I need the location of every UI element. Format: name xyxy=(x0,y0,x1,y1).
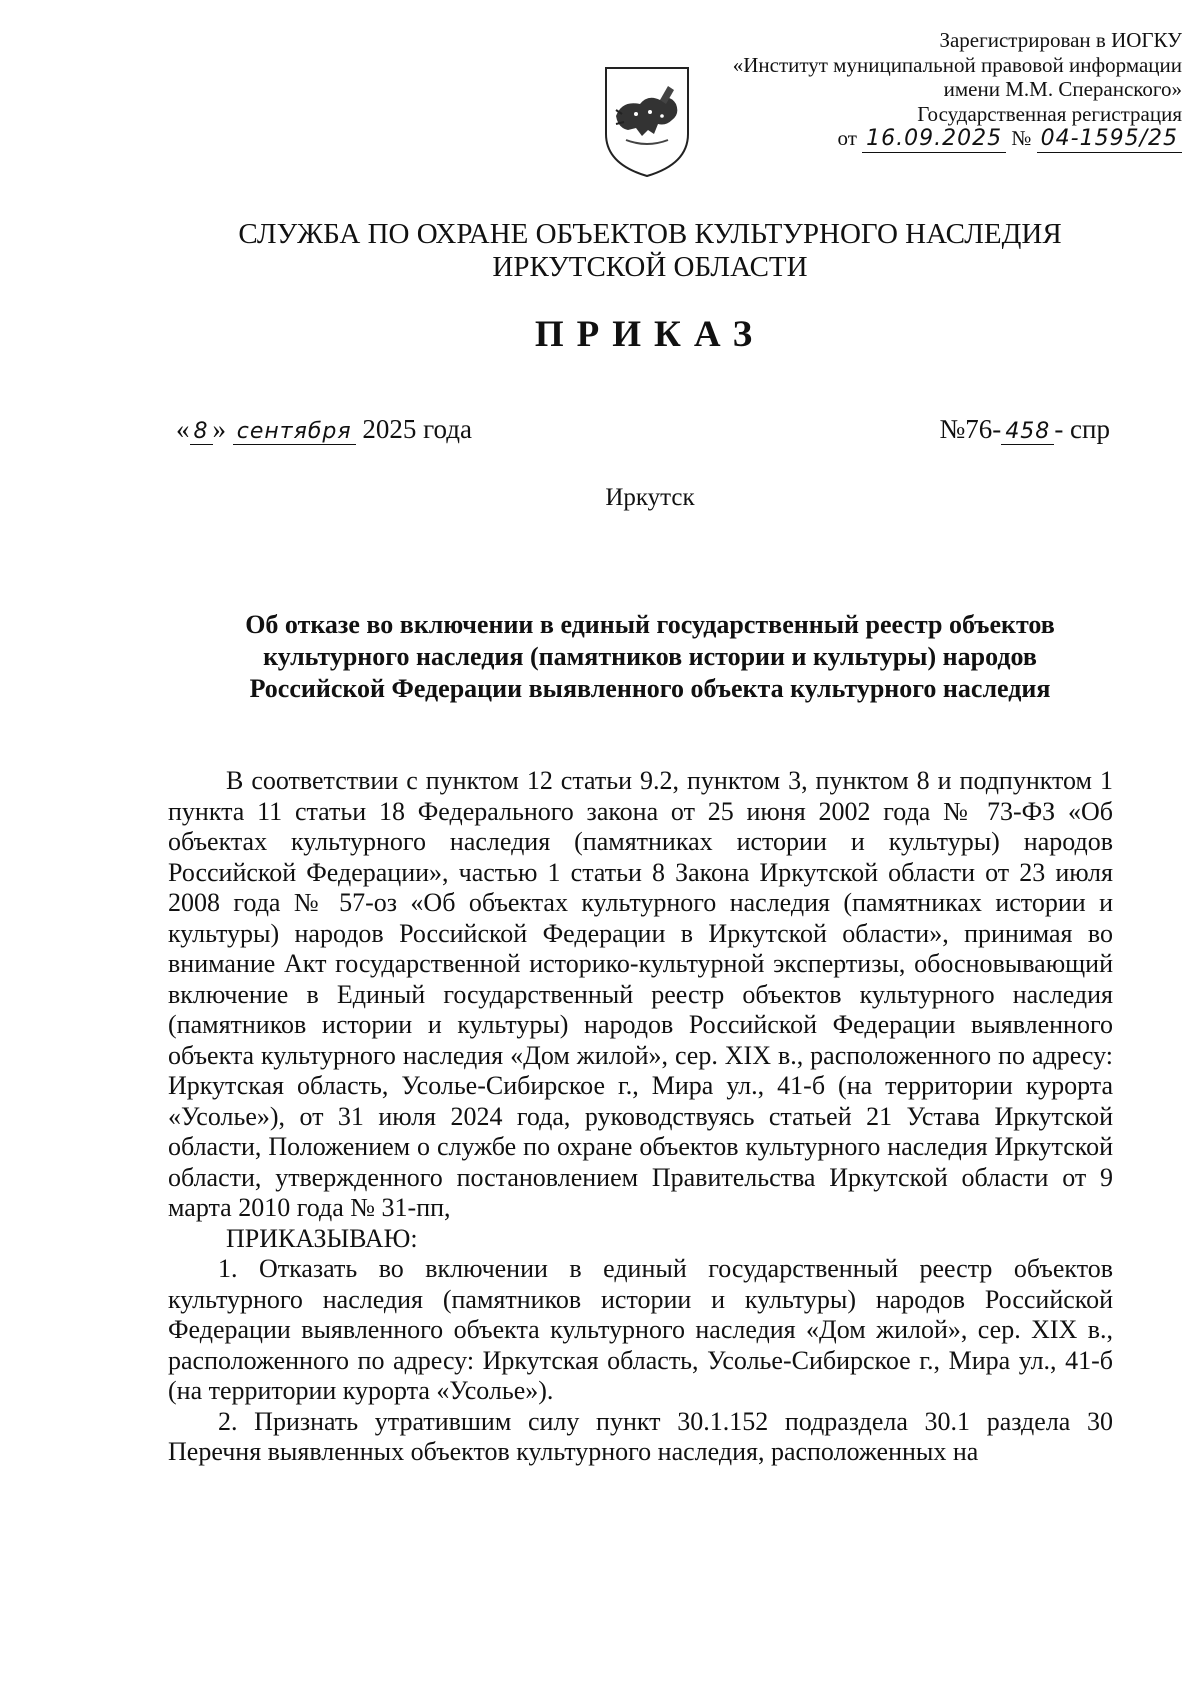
registration-line-2: «Институт муниципальной правовой информации xyxy=(732,52,1182,77)
registration-date-number xyxy=(733,126,1182,153)
registration-from-label: от xyxy=(837,126,857,150)
organization-name xyxy=(0,218,1200,284)
order-item-2: 2. Признать утратившим силу пункт 30.1.152 подраздела 30.1 раздела 30 Перечня выявленных объектов культурного наследия, расположенных на xyxy=(168,1406,1113,1466)
order-word: ПРИКАЗЫВАЮ: xyxy=(226,1223,418,1253)
date-year: 2025 года xyxy=(362,414,472,444)
order-number-prefix: №76- xyxy=(939,414,1002,444)
registration-date: 16.09.2025 xyxy=(862,127,1006,153)
organization-line-1: СЛУЖБА ПО ОХРАНЕ ОБЪЕКТОВ КУЛЬТУРНОГО НАСЛЕДИЯ xyxy=(238,218,1062,250)
registration-number: 04-1595/25 xyxy=(1037,127,1182,153)
registration-stamp xyxy=(733,28,1182,153)
date-month: сентября xyxy=(233,419,356,445)
registration-number-label: № xyxy=(1011,126,1032,150)
irkutsk-coat-of-arms-icon xyxy=(602,64,692,180)
organization-line-2: ИРКУТСКОЙ ОБЛАСТИ xyxy=(492,251,808,283)
order-item-1: 1. Отказать во включении в единый государственный реестр объектов культурного наследия (памятников истории и культуры) народов Российской Федерации выявленного объекта культурного наследия «Дом жилой», сер. XIX в., расположенного по адресу: Иркутская область, Усолье-Сибирское г., Мира ул., 41-б (на территории курорта «Усолье»). xyxy=(168,1254,1113,1405)
registration-line-4: Государственная регистрация xyxy=(917,101,1182,126)
order-number-suffix: - спр xyxy=(1054,414,1110,444)
order-date xyxy=(176,414,472,445)
heading-line-1: Об отказе во включении в единый государственный реестр объектов xyxy=(245,610,1055,639)
date-close-quote: » xyxy=(212,414,226,444)
order-number-value: 458 xyxy=(1001,419,1054,445)
date-open-quote: « xyxy=(176,414,190,444)
order-body xyxy=(168,766,1113,1468)
city: Иркутск xyxy=(605,484,695,511)
heading-line-2: культурного наследия (памятников истории и культуры) народов xyxy=(263,642,1037,671)
registration-line-1: Зарегистрирован в ИОГКУ xyxy=(939,28,1182,52)
date-day: 8 xyxy=(190,419,213,445)
heading-line-3: Российской Федерации выявленного объекта культурного наследия xyxy=(249,674,1051,703)
preamble-paragraph: В соответствии с пунктом 12 статьи 9.2, пунктом 3, пунктом 8 и подпунктом 1 пункта 11 статьи 18 Федерального закона от 25 июня 2002 года № 73-ФЗ «Об объектах культурного наследия (памятниках истории и культуры) народов Российской Федерации», частью 1 статьи 8 Закона Иркутской области от 23 июля 2008 года № 57-оз «Об объектах культурного наследия (памятниках истории и культуры) народов Российской Федерации в Иркутской области», принимая во внимание Акт государственной историко-культурной экспертизы, обосновывающий включение в Единый государственный реестр объектов культурного наследия (памятников истории и культуры) народов Российской Федерации выявленного объекта культурного наследия «Дом жилой», сер. XIX в., расположенного по адресу: Иркутская область, Усолье-Сибирское г., Мира ул., 41-б (на территории курорта «Усолье»), от 31 июля 2024 года, руководствуясь статьей 21 Устава Иркутской области, Положением о службе по охране объектов культурного наследия Иркутской области, утвержденного постановлением Правительства Иркутской области от 9 марта 2010 года № 31-пп, xyxy=(168,766,1113,1222)
document-type-title: ПРИКАЗ xyxy=(534,314,766,355)
order-number xyxy=(940,414,1110,445)
order-heading xyxy=(150,609,1150,705)
registration-line-3: имени М.М. Сперанского» xyxy=(943,77,1182,101)
